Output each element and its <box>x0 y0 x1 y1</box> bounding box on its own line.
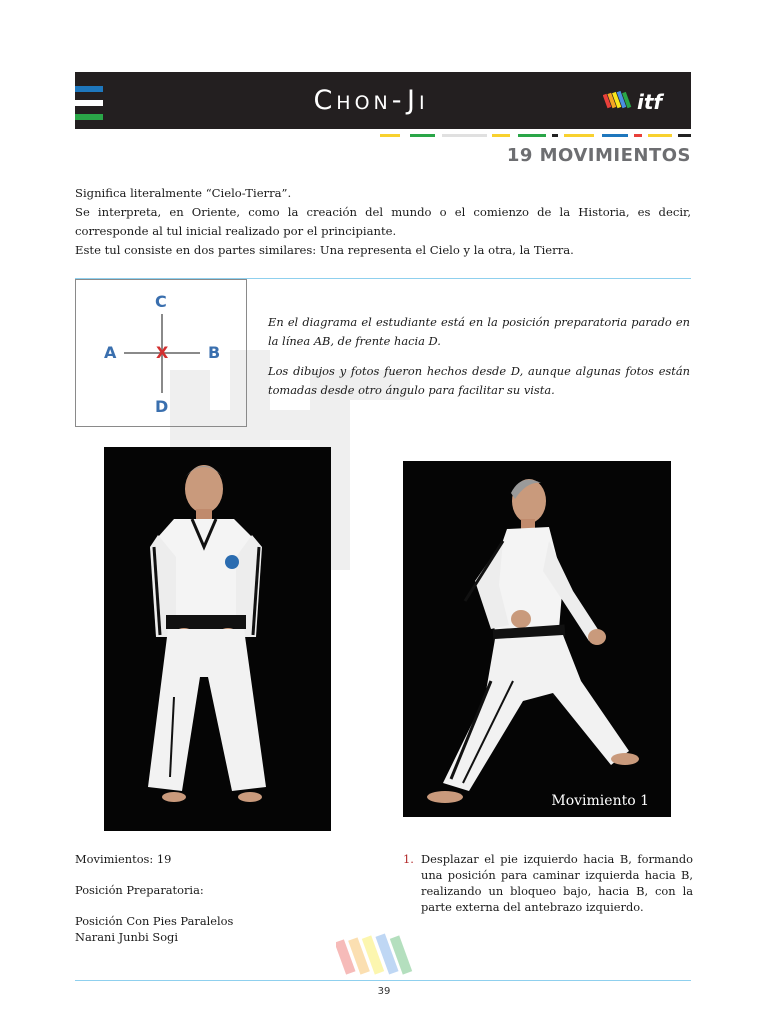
intro-line: Significa literalmente “Cielo-Tierra”. <box>75 186 292 200</box>
diagram-label-a: A <box>104 343 117 362</box>
practitioner-front-figure <box>104 447 331 831</box>
diagram-center-x: X <box>156 343 169 362</box>
ready-stance-photo <box>104 447 331 831</box>
movement-text: Desplazar el pie izquierdo hacia B, formando una posición para caminar izquierda hacia B, realizando un bloqueo bajo, hacia B, con la parte externa del antebrazo izquierdo. <box>421 852 693 914</box>
photo-caption: Movimiento 1 <box>551 793 649 809</box>
intro-text <box>75 184 691 260</box>
footer-divider <box>75 980 691 981</box>
intro-line: Este tul consiste en dos partes similares: Una representa el Cielo y la otra, la Tierra. <box>75 243 574 257</box>
movement-1-instructions <box>403 851 693 915</box>
movement-1-photo <box>403 461 671 817</box>
explanation-paragraph: Los dibujos y fotos fueron hechos desde D, aunque algunas fotos están tomadas desde otro ángulo para facilitar su vista. <box>268 364 690 397</box>
itf-logo-icon <box>603 88 675 114</box>
page-number: 39 <box>377 986 391 997</box>
ready-posture-label: Posición Preparatoria: <box>75 883 204 897</box>
practitioner-walking-figure <box>403 461 671 817</box>
header-color-stripes <box>75 86 103 120</box>
footer-itf-logo-icon <box>336 930 416 980</box>
logo-text: itf <box>637 90 663 114</box>
stance-korean-name: Narani Junbi Sogi <box>75 930 178 944</box>
page-title: Chon-Ji <box>313 85 429 116</box>
direction-diagram <box>75 279 247 427</box>
movements-count: Movimientos: 19 <box>75 852 172 866</box>
diagram-label-b: B <box>208 343 221 362</box>
diagram-label-d: D <box>155 397 169 416</box>
movements-count-title: 19 MOVIMIENTOS <box>506 145 691 166</box>
stance-name: Posición Con Pies Paralelos <box>75 914 234 928</box>
diagram-explanation <box>268 313 690 411</box>
diagram-label-c: C <box>155 292 167 311</box>
movement-number: 1. <box>403 852 414 866</box>
tul-info <box>75 851 355 945</box>
header-band <box>75 72 691 129</box>
color-dash-line <box>380 134 691 137</box>
intro-line: Se interpreta, en Oriente, como la creación del mundo o el comienzo de la Historia, es decir, corresponde al tul inicial realizado por el principiante. <box>75 205 691 238</box>
explanation-paragraph: En el diagrama el estudiante está en la posición preparatoria parado en la línea AB, de frente hacia D. <box>268 315 690 348</box>
